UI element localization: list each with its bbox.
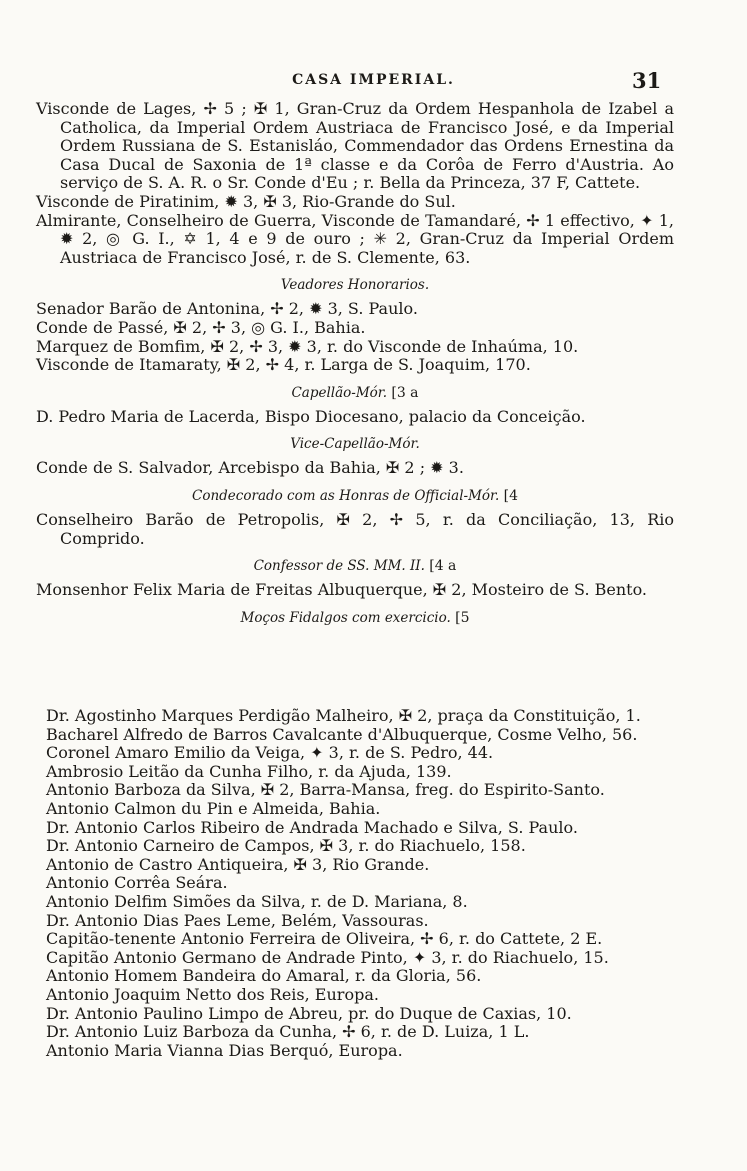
list-item: Antonio Corrêa Seára. (46, 873, 228, 893)
list-item: Dr. Antonio Carlos Ribeiro de Andrada Machado e Silva, S. Paulo. (46, 817, 578, 837)
list-item: Antonio de Castro Antiqueira, ✠ 3, Rio Grande. (46, 854, 430, 874)
section-heading-condecorado (36, 487, 674, 505)
entry: Almirante, Conselheiro de Guerra, Visconde de Tamandaré, ✢ 1 effectivo, ✦ 1, ✹ 2, ◎ G. I., ✡ 1, 4 e 9 de ouro ; ✳ 2, Gran-Cruz da Imperial Ordem Austriaca de Francisco José, r. de S. Clemente, 63. (36, 210, 674, 267)
list-item: Antonio Joaquim Netto dos Reis, Europa. (46, 984, 379, 1004)
running-head: CASA IMPERIAL. (292, 72, 455, 88)
list-item: Bacharel Alfredo de Barros Cavalcante d'Albuquerque, Cosme Velho, 56. (46, 724, 638, 744)
entry: Marquez de Bomfim, ✠ 2, ✢ 3, ✹ 3, r. do Visconde de Inhaúma, 10. (36, 336, 579, 356)
section-mark: [4 (503, 487, 518, 504)
entry: Visconde de Piratinim, ✹ 3, ✠ 3, Rio-Grande do Sul. (36, 191, 456, 211)
list-item: Antonio Homem Bandeira do Amaral, r. da Gloria, 56. (46, 966, 482, 986)
entry: Conde de S. Salvador, Arcebispo da Bahia, ✠ 2 ; ✹ 3. (36, 458, 464, 478)
section-mark: [4 a (429, 558, 457, 575)
section-title: Confessor de SS. MM. II. (253, 558, 425, 575)
entry: Visconde de Lages, ✢ 5 ; ✠ 1, Gran-Cruz da Ordem Hespanhola de Izabel a Catholica, da Imperial Ordem Austriaca de Francisco José, e da Imperial Ordem Russiana de S. Estanisláo, Commendador das Ordens Ernestina da Casa Ducal de Saxonia de 1ª classe e da Corôa de Ferro d'Austria. Ao serviço de S. A. R. o Sr. Conde d'Eu ; r. Bella da Princeza, 37 F, Cattete. (36, 99, 674, 193)
list-item: Dr. Antonio Dias Paes Leme, Belém, Vassouras. (46, 910, 429, 930)
section-title: Condecorado com as Honras de Official-Mór. (192, 487, 500, 504)
entry: D. Pedro Maria de Lacerda, Bispo Diocesano, palacio da Conceição. (36, 406, 586, 426)
section-mark: [3 a (391, 384, 419, 401)
entry: Monsenhor Felix Maria de Freitas Albuquerque, ✠ 2, Mosteiro de S. Bento. (36, 580, 648, 600)
section-title: Capellão-Mór. (291, 384, 388, 401)
list-item: Antonio Maria Vianna Dias Berquó, Europa. (46, 1040, 403, 1060)
upper-text (36, 100, 674, 633)
section-heading-mocos (36, 609, 674, 627)
section-heading-confessor (36, 557, 674, 575)
section-heading-capellao (36, 384, 674, 402)
list-item: Ambrosio Leitão da Cunha Filho, r. da Ajuda, 139. (46, 761, 452, 781)
section-mark: [5 (455, 609, 470, 626)
entry: Senador Barão de Antonina, ✢ 2, ✹ 3, S. Paulo. (36, 299, 418, 319)
section-heading-veadores (36, 276, 674, 294)
list-item: Dr. Agostinho Marques Perdigão Malheiro, ✠ 2, praça da Constituição, 1. (46, 706, 641, 725)
list-item: Dr. Antonio Carneiro de Campos, ✠ 3, r. do Riachuelo, 158. (46, 836, 526, 856)
section-title: Moços Fidalgos com exercicio. (240, 609, 451, 626)
mocos-fidalgos-list (46, 707, 674, 1060)
list-item: Antonio Calmon du Pin e Almeida, Bahia. (46, 798, 381, 818)
entry: Conde de Passé, ✠ 2, ✢ 3, ◎ G. I., Bahia. (36, 317, 366, 337)
list-item: Dr. Antonio Paulino Limpo de Abreu, pr. do Duque de Caxias, 10. (46, 1003, 572, 1023)
section-title: Veadores Honorarios. (280, 277, 430, 294)
entry: Conselheiro Barão de Petropolis, ✠ 2, ✢ 5, r. da Conciliação, 13, Rio Comprido. (36, 509, 674, 548)
list-item: Coronel Amaro Emilio da Veiga, ✦ 3, r. de S. Pedro, 44. (46, 743, 494, 763)
list-item: Antonio Barboza da Silva, ✠ 2, Barra-Mansa, freg. do Espirito-Santo. (46, 780, 605, 800)
list-item: Capitão-tenente Antonio Ferreira de Oliveira, ✢ 6, r. do Cattete, 2 E. (46, 929, 603, 949)
list-item: Capitão Antonio Germano de Andrade Pinto, ✦ 3, r. do Riachuelo, 15. (46, 947, 609, 967)
section-title: Vice-Capellão-Mór. (290, 436, 420, 453)
entry: Visconde de Itamaraty, ✠ 2, ✢ 4, r. Larga de S. Joaquim, 170. (36, 355, 531, 375)
list-item: Antonio Delfim Simões da Silva, r. de D. Mariana, 8. (46, 891, 468, 911)
page-number: 31 (632, 68, 662, 93)
section-heading-vice-capellao (36, 435, 674, 453)
list-item: Dr. Antonio Luiz Barboza da Cunha, ✢ 6, r. de D. Luiza, 1 L. (46, 1022, 530, 1042)
